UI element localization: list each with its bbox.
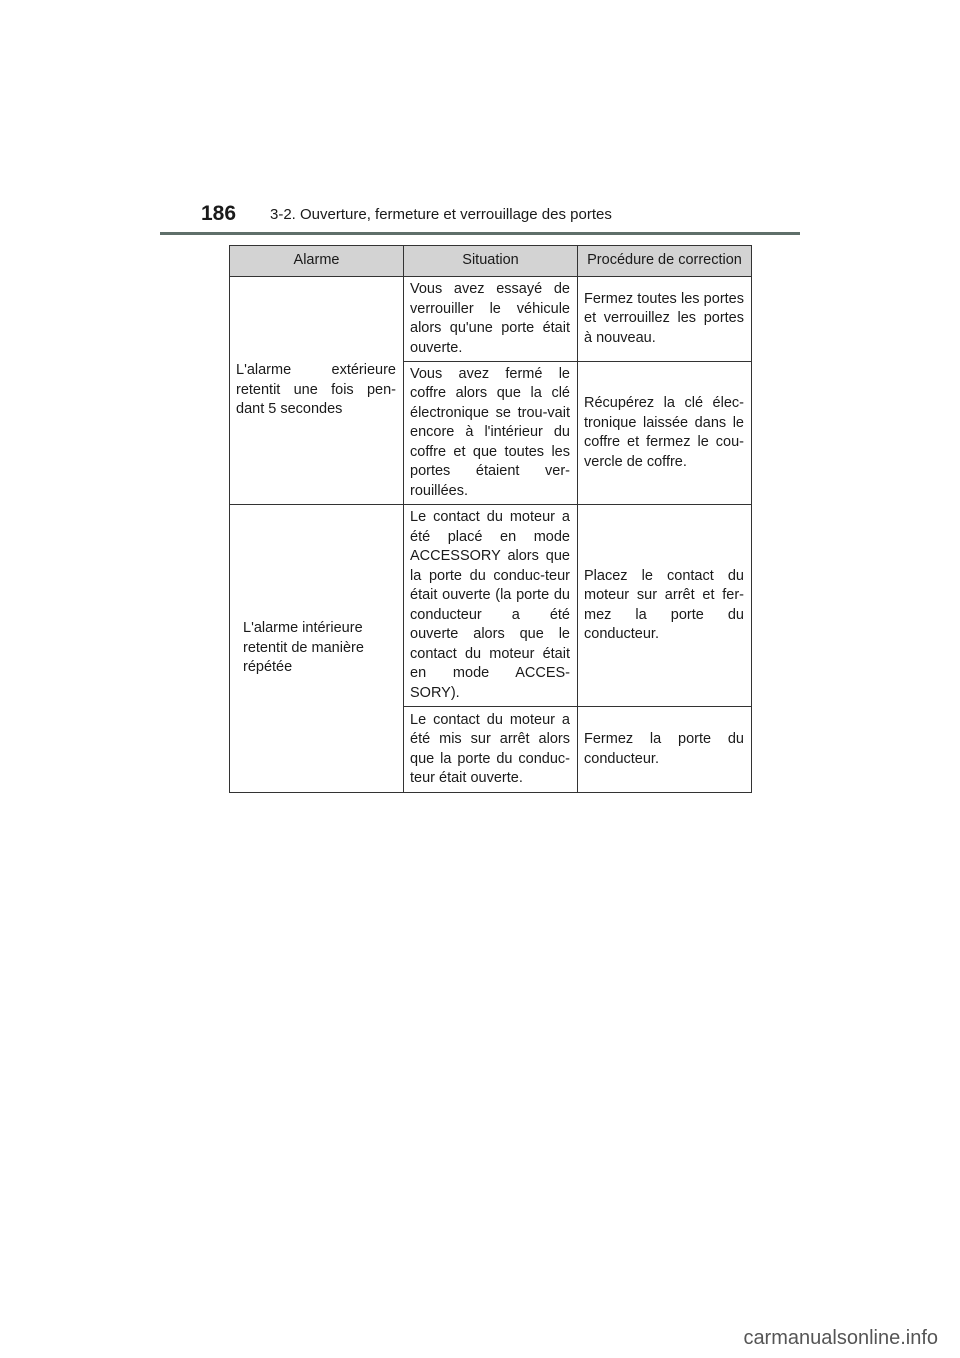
table-row (230, 277, 752, 362)
table-row (230, 505, 752, 707)
table-header-row (230, 246, 752, 277)
situation-cell: Le contact du moteur a été mis sur arrêt alors que la porte du conduc-teur était ouverte. (404, 707, 578, 793)
column-header-correction: Procédure de correction (578, 246, 752, 277)
section-title: 3-2. Ouverture, fermeture et verrouillage des portes (270, 206, 612, 223)
correction-cell: Récupérez la clé élec-tronique laissée dans le coffre et fermez le cou-vercle de coffre. (578, 362, 752, 505)
column-header-alarm: Alarme (230, 246, 404, 277)
watermark: carmanualsonline.info (743, 1327, 938, 1349)
correction-cell: Placez le contact du moteur sur arrêt et fer-mez la porte du conducteur. (578, 505, 752, 707)
correction-cell: Fermez toutes les portes et verrouillez les portes à nouveau. (578, 277, 752, 362)
alarm-cell: L'alarme intérieure retentit de manière répétée (230, 505, 404, 793)
situation-cell: Le contact du moteur a été placé en mode ACCESSORY alors que la porte du conduc-teur était ouverte (la porte du conducteur a été ouverte alors que le contact du moteur était en mode ACCES-SORY). (404, 505, 578, 707)
alarm-cell: L'alarme extérieure retentit une fois pen-dant 5 secondes (230, 277, 404, 505)
situation-cell: Vous avez essayé de verrouiller le véhicule alors qu'une porte était ouverte. (404, 277, 578, 362)
header-rule (160, 232, 800, 235)
correction-cell: Fermez la porte du conducteur. (578, 707, 752, 793)
page-number: 186 (201, 202, 237, 225)
alarm-table (229, 245, 752, 793)
situation-cell: Vous avez fermé le coffre alors que la clé électronique se trou-vait encore à l'intérieur du coffre et que toutes les portes étaient ver-rouillées. (404, 362, 578, 505)
column-header-situation: Situation (404, 246, 578, 277)
